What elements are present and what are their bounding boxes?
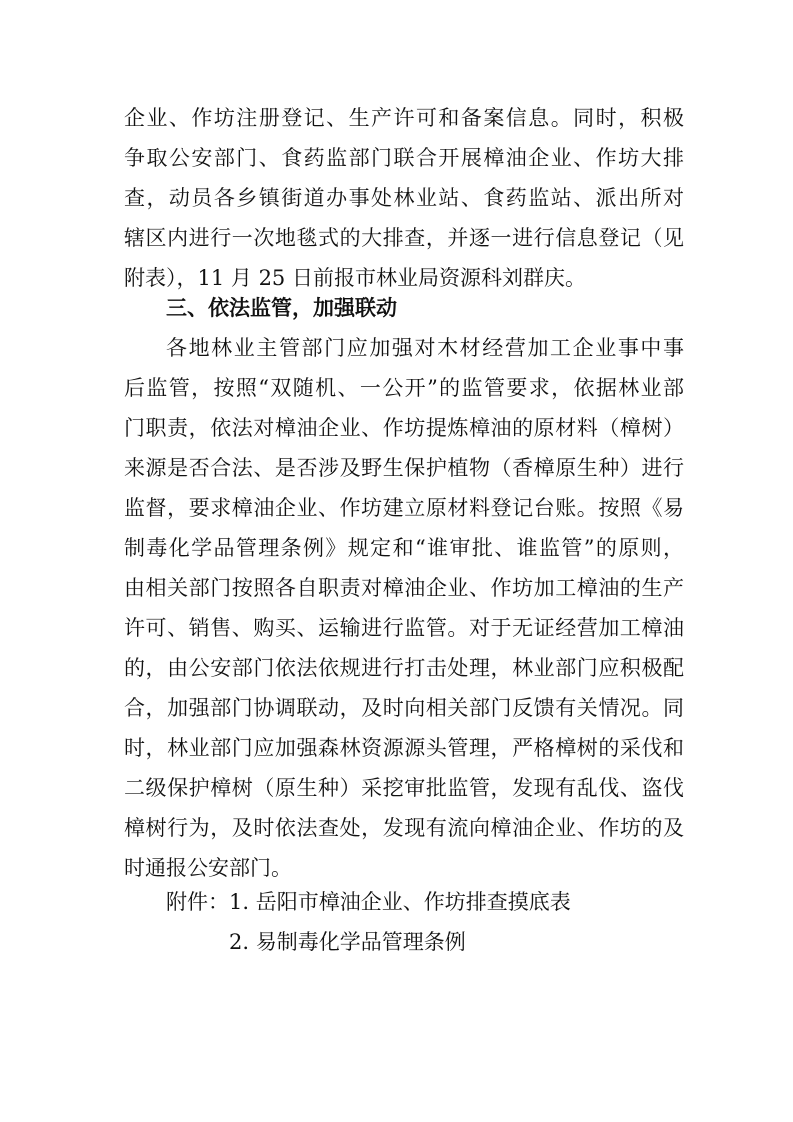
paragraph-line: 企业、作坊注册登记、生产许可和备案信息。同时，积极 bbox=[124, 106, 684, 130]
paragraph-line: 门职责，依法对樟油企业、作坊提炼樟油的原材料（樟树） bbox=[124, 416, 684, 440]
attachment-item: 2. 易制毒化学品管理条例 bbox=[229, 930, 466, 954]
paragraph-line: 辖区内进行一次地毯式的大排查，并逐一进行信息登记（见 bbox=[124, 226, 684, 250]
paragraph-line: 争取公安部门、食药监部门联合开展樟油企业、作坊大排 bbox=[124, 146, 684, 170]
paragraph-line: 许可、销售、购买、运输进行监管。对于无证经营加工樟油 bbox=[124, 616, 684, 640]
paragraph-line: 来源是否合法、是否涉及野生保护植物（香樟原生种）进行 bbox=[124, 456, 684, 480]
paragraph-line: 时，林业部门应加强森林资源源头管理，严格樟树的采伐和 bbox=[124, 736, 684, 760]
paragraph-line: 由相关部门按照各自职责对樟油企业、作坊加工樟油的生产 bbox=[124, 576, 684, 600]
paragraph-line: 二级保护樟树（原生种）采挖审批监管，发现有乱伐、盗伐 bbox=[124, 776, 684, 800]
paragraph-line: 制毒化学品管理条例》规定和“谁审批、谁监管”的原则， bbox=[124, 536, 684, 560]
paragraph-line: 各地林业主管部门应加强对木材经营加工企业事中事 bbox=[166, 336, 684, 360]
attachments-label: 附件： bbox=[166, 890, 229, 914]
paragraph-line: 的，由公安部门依法依规进行打击处理，林业部门应积极配 bbox=[124, 656, 684, 680]
paragraph-line: 后监管，按照“双随机、一公开”的监管要求，依据林业部 bbox=[124, 376, 684, 400]
paragraph-line: 樟树行为，及时依法查处，发现有流向樟油企业、作坊的及 bbox=[124, 816, 684, 840]
paragraph-line: 查，动员各乡镇街道办事处林业站、食药监站、派出所对 bbox=[124, 186, 684, 210]
paragraph-line: 时通报公安部门。 bbox=[124, 856, 292, 880]
section-heading: 三、依法监管，加强联动 bbox=[166, 296, 397, 320]
paragraph-line: 监督，要求樟油企业、作坊建立原材料登记台账。按照《易 bbox=[124, 496, 684, 520]
paragraph-line: 附表），11 月 25 日前报市林业局资源科刘群庆。 bbox=[124, 266, 586, 290]
paragraph-line: 合，加强部门协调联动，及时向相关部门反馈有关情况。同 bbox=[124, 696, 684, 720]
attachment-item: 1. 岳阳市樟油企业、作坊排查摸底表 bbox=[229, 890, 571, 914]
